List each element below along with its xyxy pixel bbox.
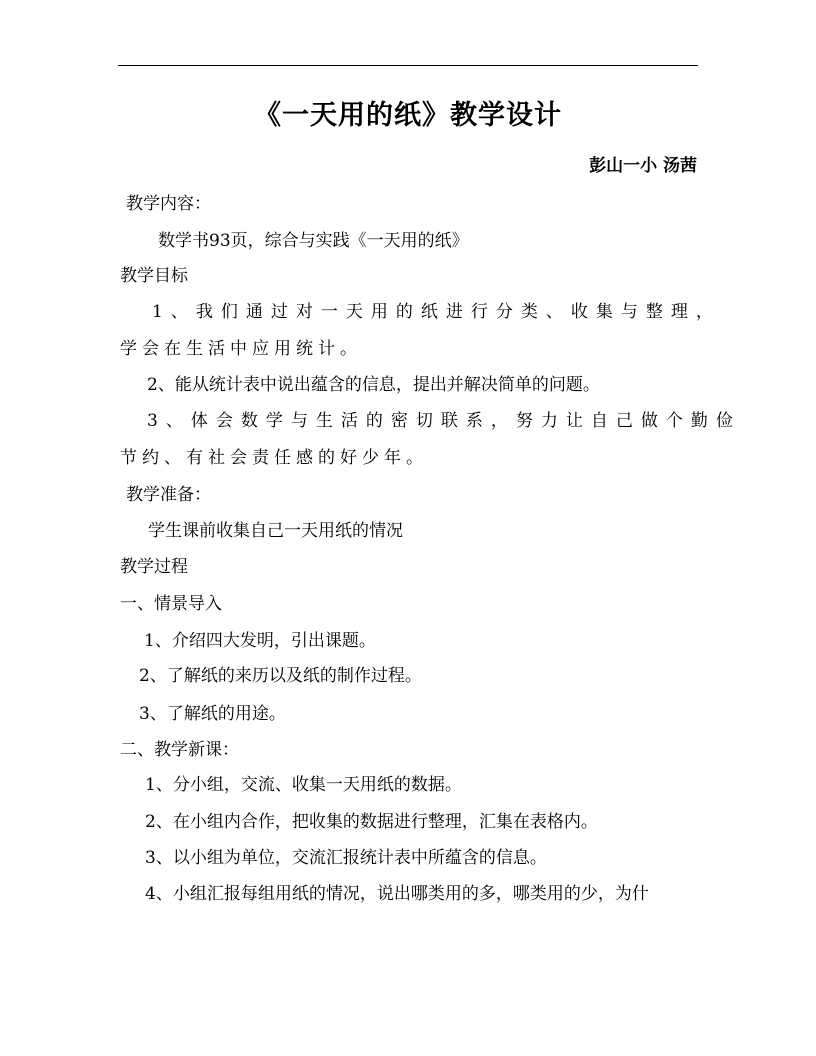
intro-item-1: 1、介绍四大发明，引出课题。 [144, 631, 376, 651]
section-heading-process: 教学过程 [120, 557, 188, 577]
section-heading-goals: 教学目标 [120, 266, 188, 286]
goal-item-1-continued: 学会在生活中应用统计。 [120, 339, 362, 359]
goal-item-2: 2、能从统计表中说出蕴含的信息，提出并解决简单的问题。 [147, 375, 600, 395]
goal-item-3: 3、体会数学与生活的密切联系，努力让自己做个勤俭 [147, 411, 741, 431]
section-heading-content: 教学内容： [126, 194, 211, 214]
subsection-heading-intro: 一、情景导入 [120, 594, 222, 614]
new-lesson-item-4: 4、小组汇报每组用纸的情况，说出哪类用的多，哪类用的少，为什 [145, 884, 649, 904]
author-line: 彭山一小 汤茜 [589, 156, 697, 176]
subsection-heading-new-lesson: 二、教学新课： [120, 740, 239, 760]
section-heading-preparation: 教学准备： [126, 485, 211, 505]
new-lesson-item-2: 2、在小组内合作，把收集的数据进行整理，汇集在表格内。 [145, 812, 598, 832]
intro-item-2: 2、了解纸的来历以及纸的制作过程。 [139, 666, 422, 686]
goal-item-3-continued: 节约、有社会责任感的好少年。 [120, 448, 428, 468]
new-lesson-item-1: 1、分小组，交流、收集一天用纸的数据。 [145, 775, 462, 795]
goal-item-1: 1、我们通过对一天用的纸进行分类、收集与整理， [152, 302, 721, 322]
intro-item-3: 3、了解纸的用途。 [139, 704, 286, 724]
new-lesson-item-3: 3、以小组为单位，交流汇报统计表中所蕴含的信息。 [145, 848, 547, 868]
paragraph-preparation: 学生课前收集自己一天用纸的情况 [148, 521, 403, 541]
document-title: 《一天用的纸》教学设计 [254, 100, 562, 131]
paragraph-content: 数学书93页，综合与实践《一天用的纸》 [158, 231, 469, 251]
header-rule [118, 65, 698, 66]
